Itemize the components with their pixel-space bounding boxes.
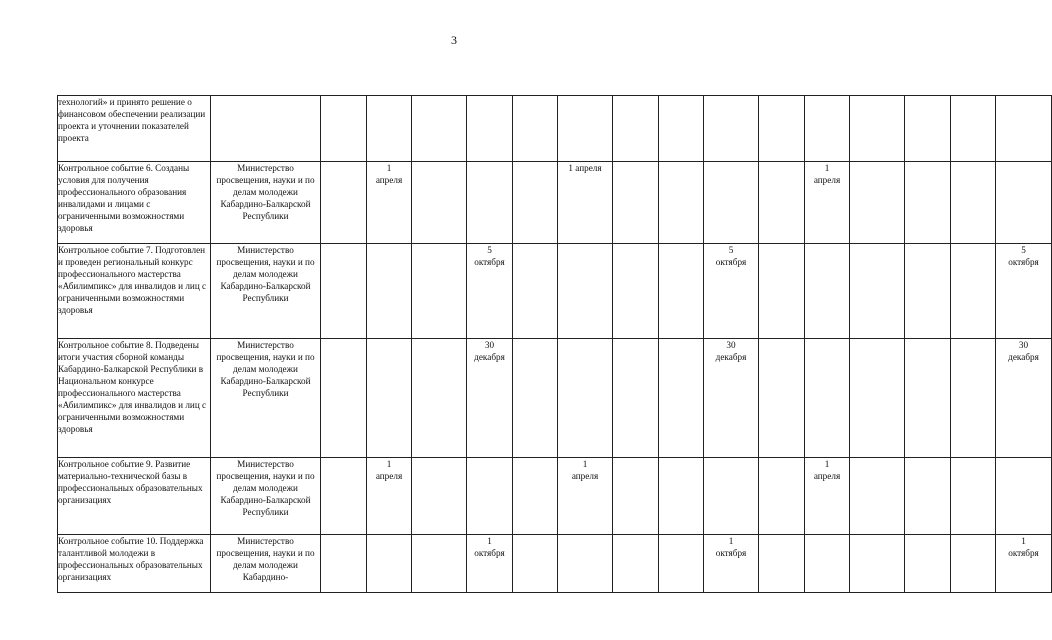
date-cell bbox=[905, 535, 951, 593]
date-cell bbox=[321, 535, 367, 593]
date-cell bbox=[951, 96, 996, 162]
date-cell bbox=[613, 535, 659, 593]
date-cell bbox=[367, 535, 412, 593]
date-cell bbox=[659, 339, 704, 458]
table-row bbox=[58, 458, 1052, 535]
date-cell bbox=[513, 339, 558, 458]
date-cell bbox=[759, 339, 805, 458]
responsible-cell: Министерство просвещения, науки и по делам молодежи Кабардино-Балкарской Республики bbox=[211, 339, 321, 458]
date-cell bbox=[805, 244, 850, 339]
date-cell bbox=[613, 244, 659, 339]
date-cell bbox=[412, 535, 467, 593]
date-cell: 1 октября bbox=[704, 535, 759, 593]
date-cell bbox=[905, 162, 951, 244]
date-cell bbox=[412, 339, 467, 458]
date-cell: 1 октября bbox=[467, 535, 513, 593]
date-cell bbox=[467, 96, 513, 162]
date-cell bbox=[704, 162, 759, 244]
date-cell bbox=[905, 96, 951, 162]
date-cell bbox=[905, 339, 951, 458]
date-cell bbox=[321, 339, 367, 458]
table-body bbox=[58, 96, 1052, 593]
date-cell bbox=[805, 535, 850, 593]
date-cell bbox=[412, 96, 467, 162]
date-cell bbox=[951, 162, 996, 244]
date-cell bbox=[905, 244, 951, 339]
date-cell bbox=[558, 535, 613, 593]
event-cell: технологий» и принято решение о финансовом обеспечении реализации проекта и уточнении показателей проекта bbox=[58, 96, 211, 162]
date-cell bbox=[659, 162, 704, 244]
date-cell bbox=[467, 162, 513, 244]
date-cell bbox=[659, 535, 704, 593]
date-cell bbox=[759, 535, 805, 593]
date-cell bbox=[558, 244, 613, 339]
event-cell: Контрольное событие 7. Подготовлен и проведен региональный конкурс профессионального мастерства «Абилимпикс» для инвалидов и лиц с ограниченными возможностями здоровья bbox=[58, 244, 211, 339]
date-cell: 1 апреля bbox=[558, 458, 613, 535]
date-cell: 5 октября bbox=[467, 244, 513, 339]
date-cell bbox=[613, 339, 659, 458]
date-cell bbox=[905, 458, 951, 535]
event-cell: Контрольное событие 8. Подведены итоги участия сборной команды Кабардино-Балкарской Республики в Национальном конкурсе профессионального мастерства «Абилимпикс» для инвалидов и лиц с ограниченными возможностями здоровья bbox=[58, 339, 211, 458]
date-cell bbox=[659, 244, 704, 339]
date-cell: 5 октября bbox=[704, 244, 759, 339]
event-cell: Контрольное событие 9. Развитие материально-технической базы в профессиональных образовательных организациях bbox=[58, 458, 211, 535]
date-cell bbox=[996, 162, 1052, 244]
date-cell bbox=[996, 96, 1052, 162]
date-cell bbox=[558, 96, 613, 162]
date-cell bbox=[513, 162, 558, 244]
date-cell: 30 декабря bbox=[996, 339, 1052, 458]
date-cell: 30 декабря bbox=[704, 339, 759, 458]
responsible-cell: Министерство просвещения, науки и по делам молодежи Кабардино-Балкарской Республики bbox=[211, 458, 321, 535]
date-cell bbox=[467, 458, 513, 535]
date-cell bbox=[412, 458, 467, 535]
date-cell bbox=[513, 96, 558, 162]
date-cell bbox=[613, 96, 659, 162]
date-cell: 30 декабря bbox=[467, 339, 513, 458]
date-cell bbox=[759, 162, 805, 244]
date-cell bbox=[704, 96, 759, 162]
date-cell bbox=[412, 162, 467, 244]
date-cell bbox=[850, 535, 905, 593]
schedule-table bbox=[57, 95, 1052, 593]
date-cell: 5 октября bbox=[996, 244, 1052, 339]
date-cell bbox=[805, 339, 850, 458]
responsible-cell bbox=[211, 96, 321, 162]
date-cell bbox=[367, 339, 412, 458]
date-cell bbox=[558, 339, 613, 458]
date-cell bbox=[321, 96, 367, 162]
table-row bbox=[58, 162, 1052, 244]
date-cell bbox=[996, 458, 1052, 535]
date-cell bbox=[613, 458, 659, 535]
responsible-cell: Министерство просвещения, науки и по делам молодежи Кабардино-Балкарской Республики bbox=[211, 244, 321, 339]
date-cell bbox=[850, 96, 905, 162]
date-cell: 1 апреля bbox=[367, 162, 412, 244]
responsible-cell: Министерство просвещения, науки и по делам молодежи Кабардино-Балкарской Республики bbox=[211, 162, 321, 244]
date-cell bbox=[704, 458, 759, 535]
date-cell bbox=[659, 458, 704, 535]
date-cell: 1 апреля bbox=[805, 162, 850, 244]
date-cell bbox=[367, 244, 412, 339]
table-row bbox=[58, 339, 1052, 458]
date-cell: 1 апреля bbox=[805, 458, 850, 535]
date-cell bbox=[513, 535, 558, 593]
date-cell bbox=[321, 244, 367, 339]
date-cell bbox=[513, 244, 558, 339]
date-cell bbox=[951, 339, 996, 458]
date-cell bbox=[321, 162, 367, 244]
date-cell: 1 апреля bbox=[558, 162, 613, 244]
date-cell bbox=[850, 162, 905, 244]
table-row bbox=[58, 535, 1052, 593]
date-cell bbox=[367, 96, 412, 162]
date-cell: 1 апреля bbox=[367, 458, 412, 535]
date-cell bbox=[850, 244, 905, 339]
responsible-cell: Министерство просвещения, науки и по делам молодежи Кабардино- bbox=[211, 535, 321, 593]
date-cell bbox=[412, 244, 467, 339]
date-cell bbox=[513, 458, 558, 535]
event-cell: Контрольное событие 6. Созданы условия для получения профессионального образования инвалидами и лицами с ограниченными возможностями здоровья bbox=[58, 162, 211, 244]
date-cell bbox=[759, 96, 805, 162]
page-number: 3 bbox=[451, 33, 457, 47]
date-cell bbox=[850, 458, 905, 535]
date-cell bbox=[759, 458, 805, 535]
date-cell bbox=[321, 458, 367, 535]
date-cell bbox=[850, 339, 905, 458]
date-cell bbox=[951, 535, 996, 593]
date-cell: 1 октября bbox=[996, 535, 1052, 593]
date-cell bbox=[759, 244, 805, 339]
table-row bbox=[58, 96, 1052, 162]
table-row bbox=[58, 244, 1052, 339]
date-cell bbox=[805, 96, 850, 162]
date-cell bbox=[951, 458, 996, 535]
date-cell bbox=[951, 244, 996, 339]
date-cell bbox=[659, 96, 704, 162]
date-cell bbox=[613, 162, 659, 244]
event-cell: Контрольное событие 10. Поддержка талантливой молодежи в профессиональных образовательных организациях bbox=[58, 535, 211, 593]
